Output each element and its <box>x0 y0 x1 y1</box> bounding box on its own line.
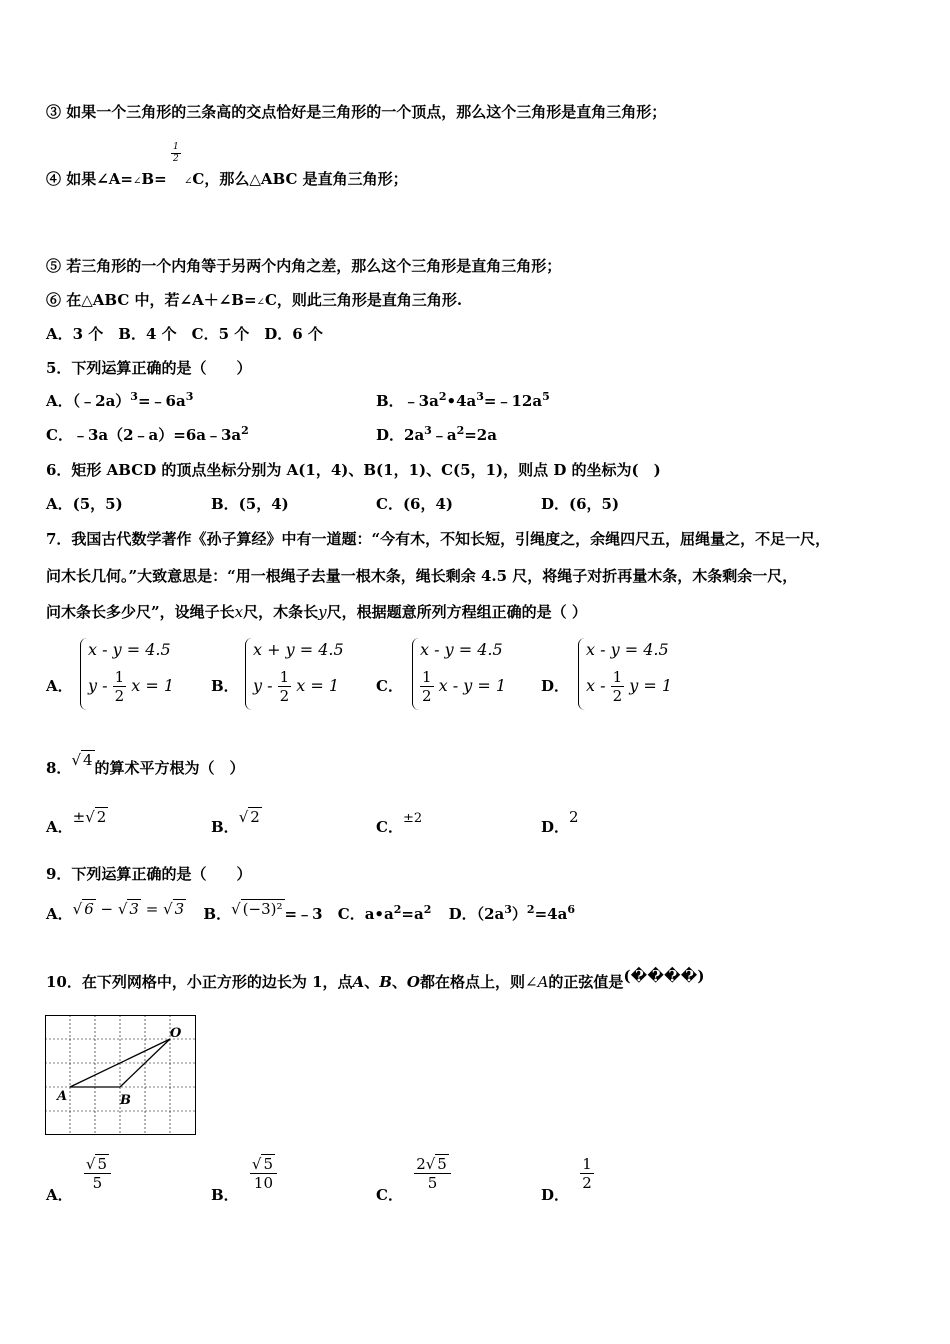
equation-row: x - y = 4.5 <box>420 640 503 659</box>
label-o: O <box>170 1026 182 1041</box>
q5-option-d: D．$2a^3﹣a^2=2a$ <box>376 424 497 444</box>
fraction-denominator: 2 <box>173 154 179 164</box>
statement-4-pre: ④ 如果∠A= <box>46 170 133 188</box>
question-7-line1: 7．我国古代数学著作《孙子算经》中有一道题：“今有木，不知长短，引绳度之，余绳四尺五，屈绳量之，不足一尺， <box>46 530 831 548</box>
question-9-stem: 9．下列运算正确的是（ ） <box>46 865 252 883</box>
equation-row: x - y = 4.5 <box>586 640 669 659</box>
q10-grid-figure <box>45 1015 197 1137</box>
fraction-numerator: 1 <box>173 142 179 152</box>
q6-option-c: C．(6，4) <box>376 495 454 513</box>
label-b: B <box>120 1093 131 1108</box>
q5-option-a: A．$(﹣2a)^3=﹣6a^3$ <box>46 390 194 410</box>
equation-row: x - y = 4.5 <box>88 640 171 659</box>
statement-3: ③ 如果一个三角形的三条高的交点恰好是三角形的一个顶点，那么这个三角形是直角三角形； <box>46 103 667 121</box>
statement-4-post: C，那么△ABC 是直角三角形； <box>192 170 408 188</box>
statement-4-b: B= <box>141 170 167 188</box>
question-7-line2: 问木长几何。”大致意思是：“用一根绳子去量一根木条，绳长剩余 4.5 尺，将绳子对折再量木条，木条剩余一尺， <box>46 567 798 585</box>
question-7-line3: 问木条长多少尺”，设绳子长x尺，木条长y尺，根据题意所列方程组正确的是（ ） <box>46 603 587 621</box>
label-a: A <box>57 1089 68 1104</box>
q7-option-d-label: D． <box>541 677 570 695</box>
equation-row: y - $\frac{1}{2}$ x = 1 <box>88 668 175 705</box>
q8-option-b: B．√ 2 <box>211 808 260 836</box>
q5-option-c: C．$﹣3a(2﹣a)=6a﹣3a^2$ <box>46 424 249 444</box>
q7-option-b-system <box>245 638 344 710</box>
q8-option-c: C．±2 <box>376 811 423 836</box>
statement-6-pre: ⑥ 在△ABC 中，若∠A＋∠B= <box>46 291 257 309</box>
equation-row: $\frac{1}{2}$ x - y = 1 <box>422 668 507 705</box>
q7-option-b-label: B． <box>211 677 239 695</box>
statement-4 <box>46 169 167 192</box>
q6-option-a: A．(5，5) <box>46 495 123 513</box>
angle-symbol: ∠ <box>184 176 193 187</box>
statement-4-tail <box>184 169 408 192</box>
question-5-stem: 5．下列运算正确的是（ ） <box>46 359 252 377</box>
q9-options: A．√ 6 − √ 3 = √ 3 B．√ (−3)² =﹣3 C．$a•a^2=a^2$ D．$(2a^3)^2=4a^6$ <box>46 900 575 923</box>
q7-option-c-system <box>412 638 507 710</box>
question-10-stem: 10．在下列网格中，小正方形的边长为 1，点A、B、O都在格点上，则∠A的正弦值是(����) <box>46 967 705 991</box>
equation-row: y - $\frac{1}{2}$ x = 1 <box>253 668 340 705</box>
q10-option-c: C． $\frac{2√ 5}{5}$ <box>376 1155 451 1192</box>
q8-option-a: A．±√ 2 <box>46 808 107 836</box>
q8-option-d: D．2 <box>541 808 579 836</box>
statement-6 <box>46 290 462 313</box>
statement-6-post: C，则此三角形是直角三角形. <box>264 291 463 309</box>
question-4-options: A．3 个 B．4 个 C．5 个 D．6 个 <box>46 325 323 343</box>
angle-symbol: ∠ <box>256 297 265 308</box>
q10-option-b: B． $\frac{√ 5}{10}$ <box>211 1155 277 1192</box>
q6-option-b: B．(5，4) <box>211 495 289 513</box>
angle-symbol: ∠ <box>133 176 142 187</box>
statement-4-fraction <box>171 142 181 165</box>
equation-row: x - $\frac{1}{2}$ y = 1 <box>586 668 673 705</box>
q7-option-a-label: A． <box>46 677 73 695</box>
q7-option-a-system <box>80 638 175 710</box>
question-6-stem: 6．矩形 ABCD 的顶点坐标分别为 A(1，4)、B(1，1)、C(5，1)，则点 D 的坐标为( ) <box>46 461 661 479</box>
q10-option-a: A． $\frac{√ 5}{5}$ <box>46 1155 111 1192</box>
q5-option-b: B．$﹣3a^2•4a^3=﹣12a^5$ <box>376 390 550 410</box>
q7-option-d-system <box>578 638 673 710</box>
question-8-stem: 8．√ 4 的算术平方根为（ ） <box>46 751 245 777</box>
equation-row: x + y = 4.5 <box>253 640 344 659</box>
q6-option-d: D．(6，5) <box>541 495 620 513</box>
q7-option-c-label: C． <box>376 677 403 695</box>
q10-option-d: D． $\frac{1}{2}$ <box>541 1155 592 1204</box>
statement-5: ⑤ 若三角形的一个内角等于另两个内角之差，那么这个三角形是直角三角形； <box>46 257 562 275</box>
